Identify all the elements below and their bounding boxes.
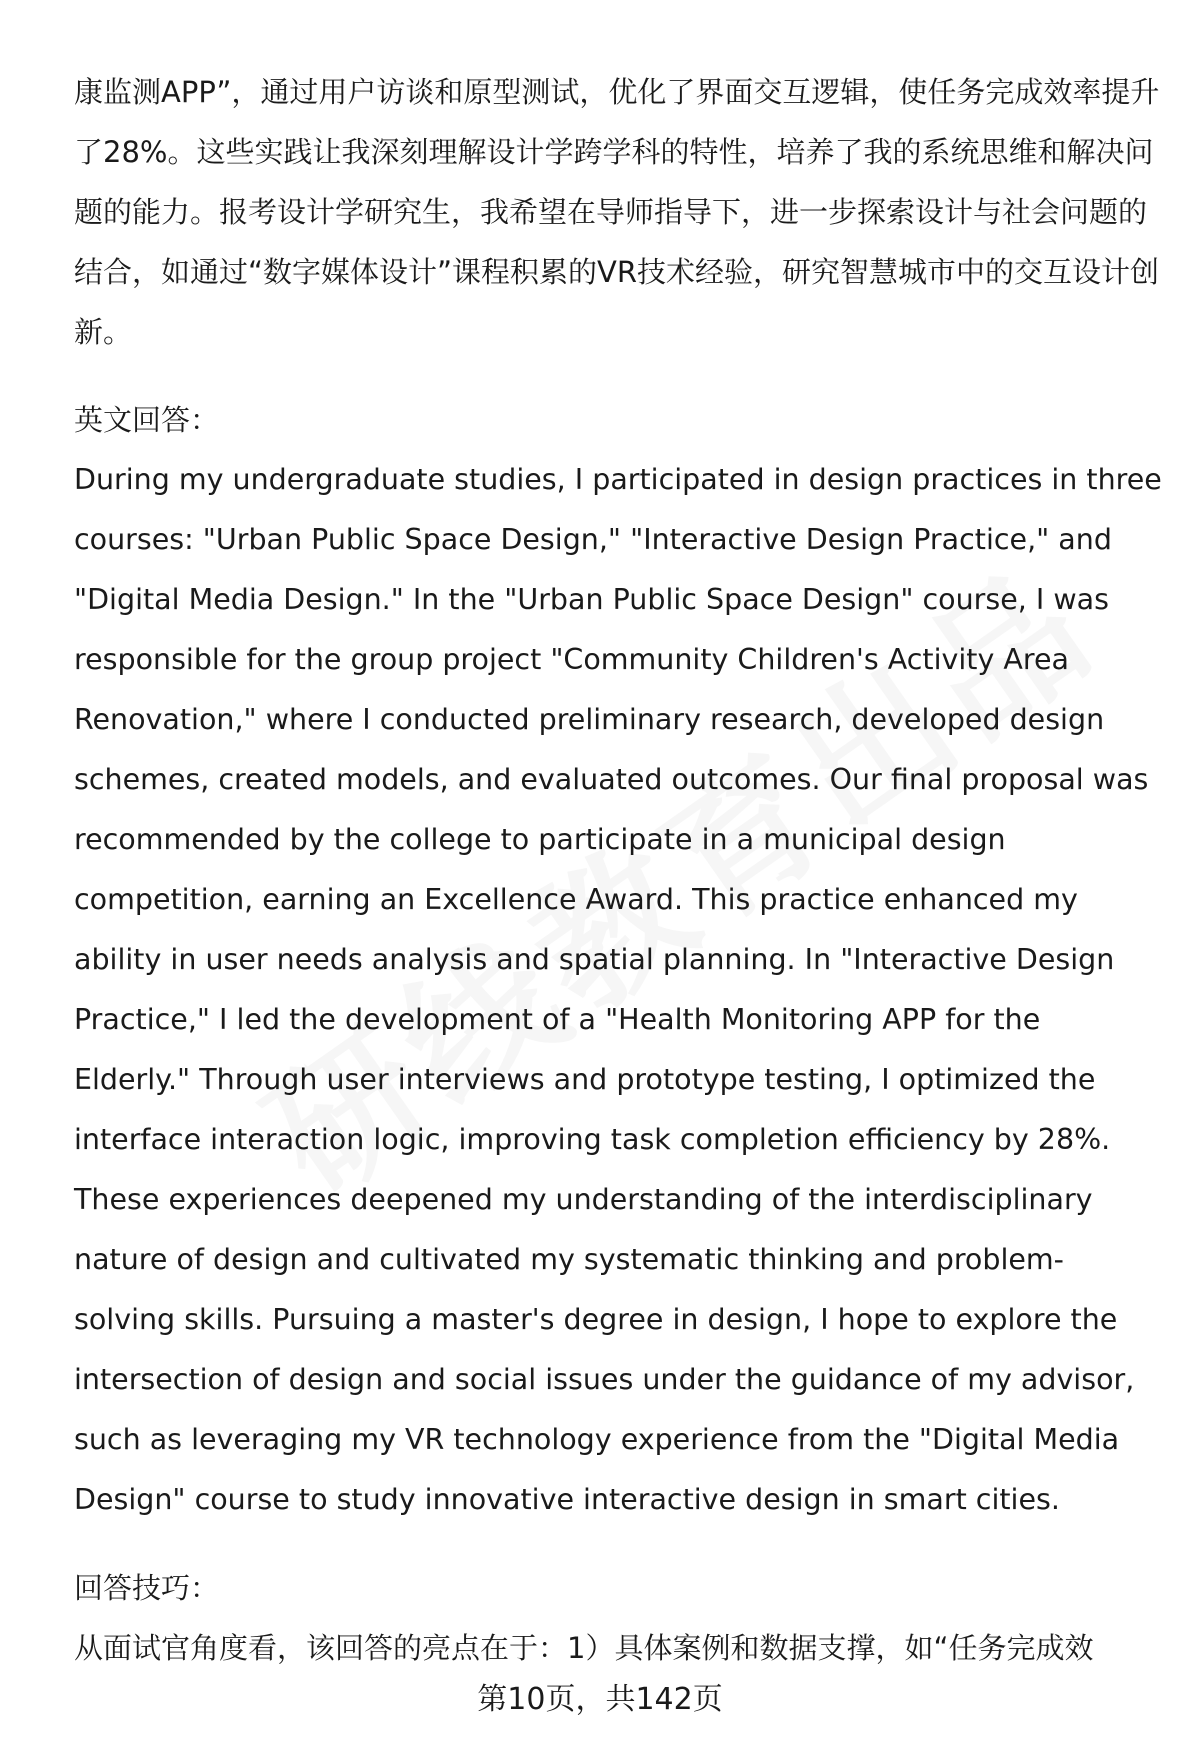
tips-label: 回答技巧：: [74, 1571, 220, 1605]
page-indicator: 第10页，共142页: [477, 1682, 723, 1717]
english-answer-label: 英文回答：: [74, 403, 220, 437]
intro-paragraph: 康监测APP”，通过用户访谈和原型测试，优化了界面交互逻辑，使任务完成效率提升了28%。这些实践让我深刻理解设计学跨学科的特性，培养了我的系统思维和解决问题的能力。报考设计学研究生，我希望在导师指导下，进一步探索设计与社会问题的结合，如通过“数字媒体设计”课程积累的VR技术经验，研究智慧城市中的交互设计创新。: [74, 75, 1160, 349]
english-answer-paragraph: During my undergraduate studies, I participated in design practices in three courses: "Urban Public Space Design," "Interactive Design Practice," and "Digital Media Design." In the "Urban Public Space Design" course, I was responsible for the group project "Community Children's Activity Area Renovation," where I conducted preliminary research, developed design schemes, created models, and evaluated outcomes. Our final proposal was recommended by the college to participate in a municipal design competition, earning an Excellence Award. This practice enhanced my ability in user needs analysis and spatial planning. In "Interactive Design Practice," I led the development of a "Health Monitoring APP for the Elderly." Through user interviews and prototype testing, I optimized the interface interaction logic, improving task completion efficiency by 28%. These experiences deepened my understanding of the interdisciplinary nature of design and cultivated my systematic thinking and problem-solving skills. Pursuing a master's degree in design, I hope to explore the intersection of design and social issues under the guidance of my advisor, such as leveraging my VR technology experience from the "Digital Media Design" course to study innovative interactive design in smart cities.: [74, 463, 1162, 1516]
document-body: [74, 62, 1164, 1678]
tips-paragraph: 从面试官角度看，该回答的亮点在于：1）具体案例和数据支撑，如“任务完成效: [74, 1631, 1094, 1665]
